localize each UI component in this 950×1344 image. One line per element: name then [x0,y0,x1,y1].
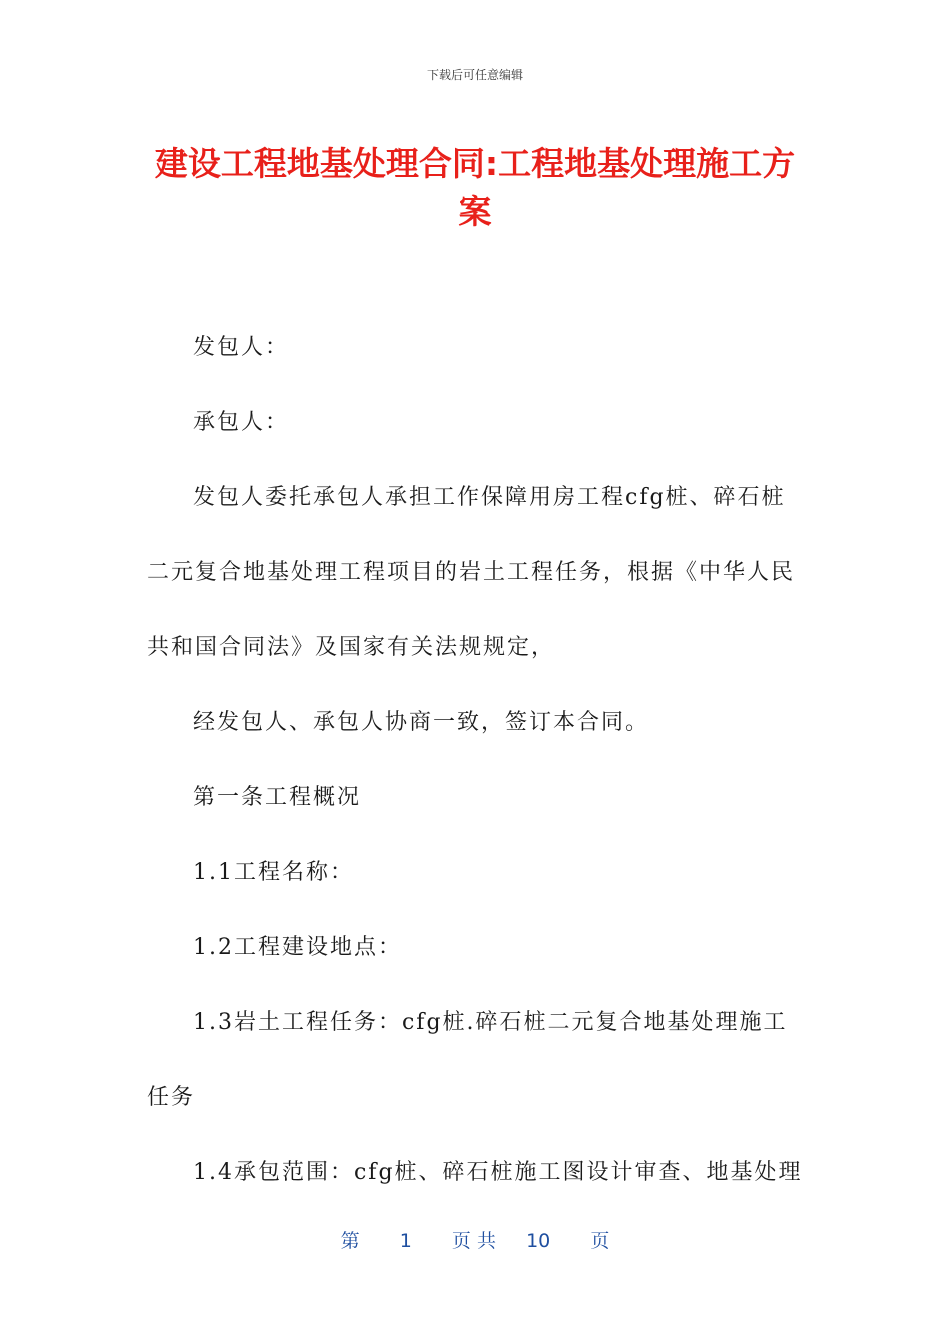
page-footer [0,1226,950,1253]
clause-1-4: 1.4承包范围：cfg桩、碎石桩施工图设计审查、地基处理 [193,1160,803,1185]
article-1-heading: 第一条工程概况 [193,785,362,810]
paragraph-issuer: 发包人： [193,335,290,360]
document-title [140,140,810,236]
paragraph-contractor: 承包人： [193,410,290,435]
footer-suffix: 页 [590,1230,610,1252]
footer-middle: 页 共 [451,1230,496,1252]
paragraph-intro-line-3: 共和国合同法》及国家有关法规规定， [147,635,556,660]
total-pages: 10 [526,1230,551,1252]
current-page-number: 1 [399,1230,412,1252]
title-line-1: 建设工程地基处理合同:工程地基处理施工方 [154,144,796,183]
paragraph-intro-line-1: 发包人委托承包人承担工作保障用房工程cfg桩、碎石桩 [193,485,786,510]
header-note: 下载后可任意编辑 [426,68,523,82]
paragraph-intro-line-2: 二元复合地基处理工程项目的岩土工程任务，根据《中华人民 [147,560,796,585]
clause-1-3-line-1: 1.3岩土工程任务：cfg桩.碎石桩二元复合地基处理施工 [193,1010,788,1035]
title-line-2: 案 [458,192,492,231]
clause-1-2: 1.2工程建设地点： [193,935,402,960]
clause-1-3-line-2: 任务 [147,1085,196,1110]
paragraph-agreement: 经发包人、承包人协商一致，签订本合同。 [193,710,650,735]
clause-1-1: 1.1工程名称： [193,860,354,885]
footer-prefix: 第 [340,1230,360,1252]
